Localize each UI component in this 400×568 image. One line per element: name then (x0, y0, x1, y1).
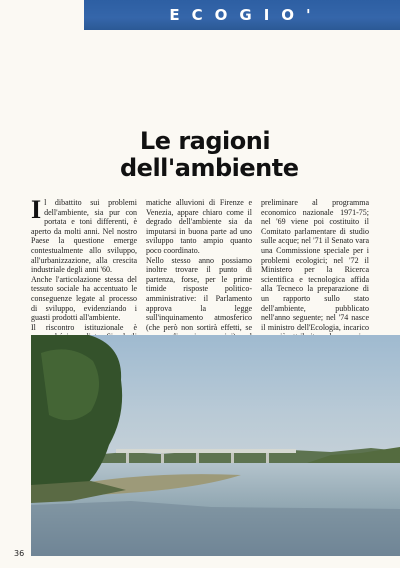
section-header-label: ECOGIO' (169, 6, 323, 24)
paragraph: matiche alluvioni di Firenze e Venezia, appare chiaro come il degrado dell'ambiente sia da imputarsi in buona parte ad uno sviluppo tanto ampio quanto poco coordinato. (146, 198, 252, 255)
paragraph: Nello stesso anno possiamo inoltre trovare il punto di partenza, forse, per le prime timide risposte politico-amministrative: il Parlamento approva la legge sull'inquinamento atmosferico (che però non sortirà effetti, se (146, 255, 252, 332)
left-trees-highlight (41, 349, 99, 420)
river-landscape-photo (31, 335, 400, 556)
article-title (120, 127, 299, 182)
drop-cap: I (31, 195, 42, 224)
paragraph: Il dibattito sui problemi dell'ambiente, sia pur con portata e toni differenti, è aperto da molti anni. Nel nostro Paese la questione emerge contestualmente allo sviluppo, all'urbanizzazione, alla crescita industriale degli anni '60. (31, 195, 137, 275)
paragraph: Il riscontro istituzionale è (31, 322, 137, 332)
article-title-line-2: dell'ambiente (120, 154, 299, 182)
page-number: 36 (14, 549, 25, 558)
bridge-deck (116, 449, 296, 453)
section-header-band (84, 0, 400, 30)
paragraph: preliminare al programma economico nazionale 1971-75; nel '69 viene poi costituito il Comitato parlamentare di studio sulle acque; nel '71 il Senato vara una Commissione speciale per i problemi ecologici; nel '72 il Ministero per la Ricerca scientifica e tecnologica affida alla Tecneco la preparazione di un rapporto sullo stato dell'ambiente, pubblicato nell'anno seguente; nel '74 nasce il ministro dell'Ecologia, incarico (261, 198, 369, 332)
water-reflection (31, 501, 400, 556)
article-title-line-1: Le ragioni (139, 127, 271, 155)
paragraph: Anche l'articolazione stessa del tessuto sociale ha accentuato le conseguenze legate al processo di sviluppo, evidenziando i guasti prodotti all'ambiente. (31, 274, 137, 323)
